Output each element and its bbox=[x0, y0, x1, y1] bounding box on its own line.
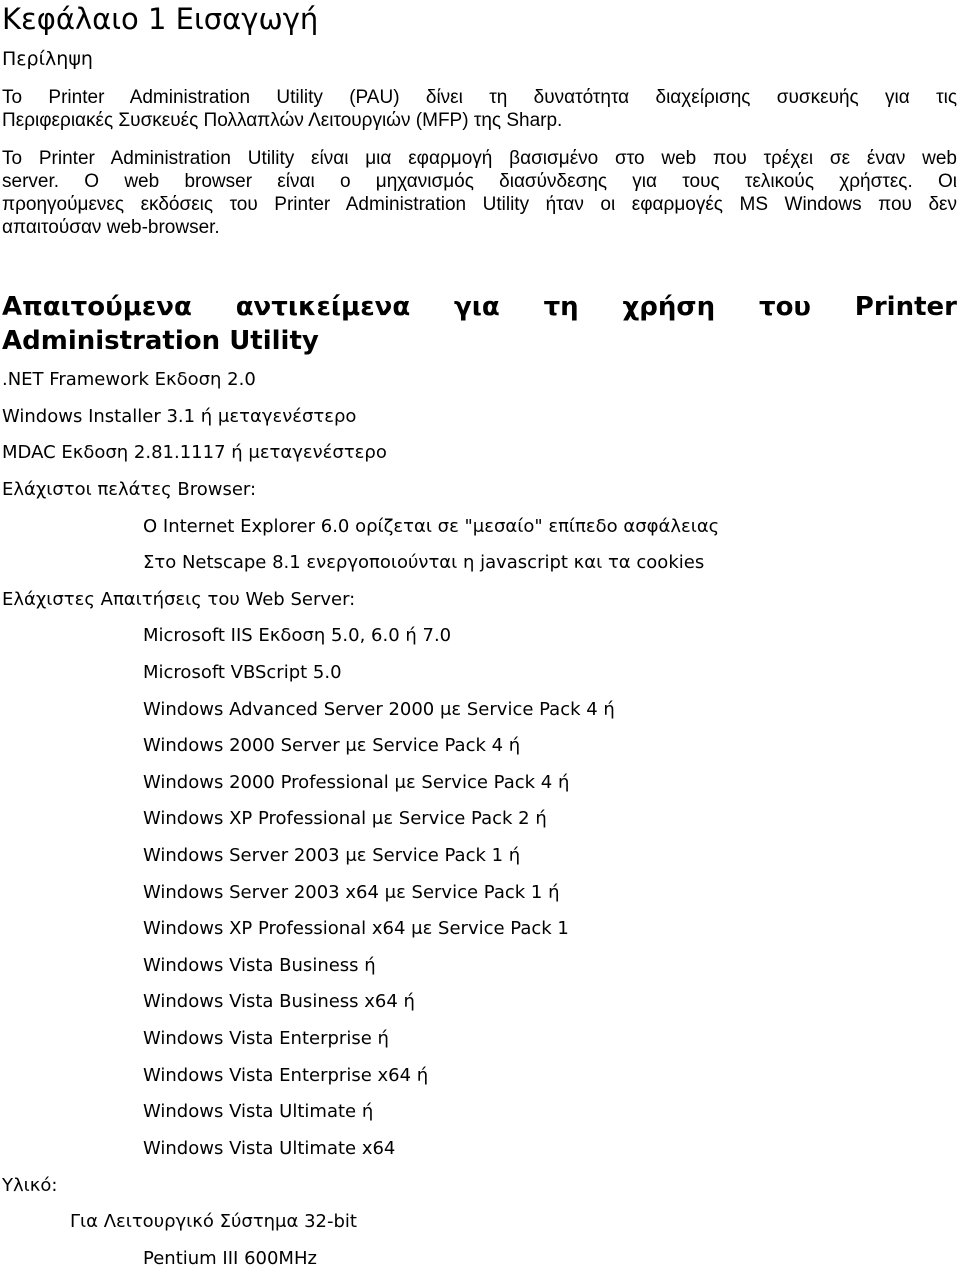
intro-paragraph-2 bbox=[2, 147, 957, 239]
requirements-heading-line: Απαιτούμενα αντικείμενα για τη χρήση του Printer bbox=[2, 292, 957, 322]
browser-client-item: Στο Netscape 8.1 ενεργοποιούνται η javascript και τα cookies bbox=[143, 552, 705, 573]
browser-client-item: O Internet Explorer 6.0 ορίζεται σε "μεσαίο" επίπεδο ασφάλειας bbox=[143, 516, 720, 537]
web-server-item: Windows Vista Ultimate x64 bbox=[143, 1138, 396, 1159]
web-server-item: Windows Vista Business x64 ή bbox=[143, 991, 415, 1012]
software-requirement: Windows Installer 3.1 ή μεταγενέστερο bbox=[2, 406, 357, 427]
software-requirement: .NET Framework Εκδοση 2.0 bbox=[2, 369, 256, 390]
web-server-item: Windows Vista Enterprise x64 ή bbox=[143, 1065, 429, 1086]
web-server-item: Windows XP Professional x64 με Service Pack 1 bbox=[143, 918, 569, 939]
hardware-cpu: Pentium III 600MHz bbox=[143, 1248, 317, 1269]
web-server-item: Microsoft VBScript 5.0 bbox=[143, 662, 342, 683]
web-server-label: Ελάχιστες Απαιτήσεις του Web Server: bbox=[2, 589, 356, 610]
web-server-item: Windows Vista Ultimate ή bbox=[143, 1101, 374, 1122]
web-server-item: Windows 2000 Server με Service Pack 4 ή bbox=[143, 735, 521, 756]
web-server-item: Windows XP Professional με Service Pack 2 ή bbox=[143, 808, 547, 829]
web-server-item: Windows Advanced Server 2000 με Service Pack 4 ή bbox=[143, 699, 615, 720]
intro-paragraph-2-line: server. O web browser είναι ο μηχανισμός διασύνδεσης για τους τελικούς χρήστες. Οι bbox=[2, 171, 957, 192]
intro-paragraph-2-line: Το Printer Administration Utility είναι μια εφαρμογή βασισμένο στο web που τρέχει σε έναν web bbox=[2, 148, 957, 169]
intro-paragraph-2-line: απαιτούσαν web-browser. bbox=[2, 217, 220, 238]
intro-paragraph-2-line: προηγούμενες εκδόσεις του Printer Administration Utility ήταν οι εφαρμογές MS Windows που δεν bbox=[2, 194, 957, 215]
software-requirement: MDAC Εκδοση 2.81.1117 ή μεταγενέστερο bbox=[2, 442, 387, 463]
web-server-item: Windows Vista Enterprise ή bbox=[143, 1028, 389, 1049]
intro-paragraph-1-line: Περιφεριακές Συσκευές Πολλαπλών Λειτουργιών (MFP) της Sharp. bbox=[2, 110, 563, 131]
requirements-heading bbox=[2, 290, 957, 358]
web-server-item: Windows Server 2003 με Service Pack 1 ή bbox=[143, 845, 521, 866]
hardware-label: Υλικό: bbox=[2, 1175, 58, 1196]
web-server-item: Windows Vista Business ή bbox=[143, 955, 376, 976]
web-server-item: Windows Server 2003 x64 με Service Pack 1 ή bbox=[143, 882, 560, 903]
requirements-heading-line: Administration Utility bbox=[2, 326, 319, 356]
web-server-item: Microsoft IIS Εκδοση 5.0, 6.0 ή 7.0 bbox=[143, 625, 452, 646]
chapter-title: Κεφάλαιο 1 Εισαγωγή bbox=[2, 2, 319, 36]
browser-clients-label: Ελάχιστοι πελάτες Browser: bbox=[2, 479, 257, 500]
summary-label: Περίληψη bbox=[2, 48, 93, 70]
intro-paragraph-1 bbox=[2, 86, 957, 132]
web-server-item: Windows 2000 Professional με Service Pack 4 ή bbox=[143, 772, 570, 793]
intro-paragraph-1-line: Το Printer Administration Utility (PAU) δίνει τη δυνατότητα διαχείρισης συσκευής για τις bbox=[2, 87, 957, 108]
hardware-os: Για Λειτουργικό Σύστημα 32-bit bbox=[70, 1211, 357, 1232]
